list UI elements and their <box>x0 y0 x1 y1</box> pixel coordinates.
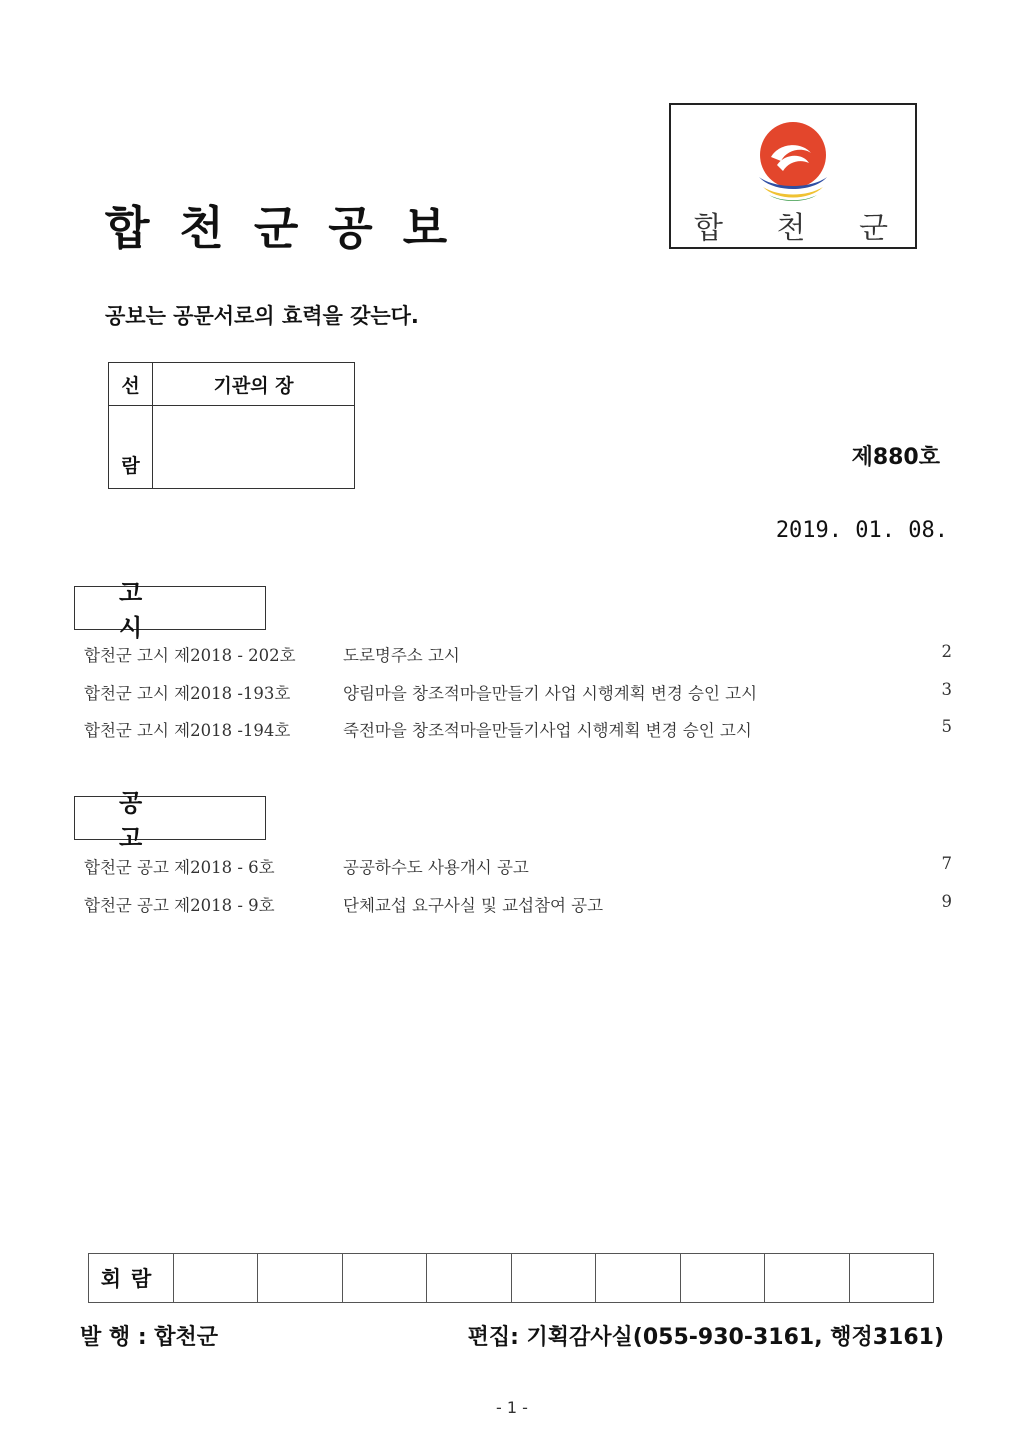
entry-ref: 합천군 고시 제2018 - 202호 <box>84 646 296 665</box>
list-item[interactable] <box>84 854 952 892</box>
publisher: 발 행 : 합천군 <box>80 1325 219 1350</box>
entry-page: 7 <box>941 854 952 873</box>
gazette-title: 합천군공보 <box>105 201 478 255</box>
entry-subject: 양림마을 창조적마을만들기 사업 시행계획 변경 승인 고시 <box>343 683 758 703</box>
entry-ref: 합천군 공고 제2018 - 9호 <box>84 895 275 915</box>
county-logo <box>669 103 917 249</box>
circulation-cell <box>342 1254 426 1303</box>
entry-subject: 도로명주소 고시 <box>343 646 460 665</box>
review-header: 기관의 장 <box>153 363 355 406</box>
list-item[interactable] <box>84 717 952 755</box>
list-item[interactable] <box>84 892 952 930</box>
circulation-cell <box>511 1254 595 1303</box>
circulation-cell <box>174 1254 258 1303</box>
entry-page: 5 <box>941 717 952 736</box>
review-label-bottom: 람 <box>109 406 153 489</box>
entry-ref: 합천군 고시 제2018 -193호 <box>84 683 291 703</box>
logo-county-name: 합 천 군 <box>693 211 910 246</box>
editor-contact: 편집: 기획감사실(055-930-3161, 행정3161) <box>467 1325 944 1350</box>
entry-page: 3 <box>941 679 952 699</box>
issue-number: 제880호 <box>851 445 940 470</box>
circulation-cell <box>765 1254 849 1303</box>
entry-subject: 단체교섭 요구사실 및 교섭참여 공고 <box>343 895 604 915</box>
review-label-top: 선 <box>109 363 153 406</box>
circulation-cell <box>596 1254 680 1303</box>
list-item[interactable] <box>84 680 952 718</box>
review-table <box>108 362 355 489</box>
gazette-subtitle: 공보는 공문서로의 효력을 갖는다. <box>105 304 419 328</box>
list-item[interactable] <box>84 642 952 680</box>
entry-page: 9 <box>941 891 952 911</box>
entry-subject: 죽전마을 창조적마을만들기사업 시행계획 변경 승인 고시 <box>343 721 752 740</box>
circulation-cell <box>680 1254 764 1303</box>
announcement-list <box>84 854 952 929</box>
circulation-cell <box>849 1254 934 1303</box>
issue-date: 2019. 01. 08. <box>775 518 948 543</box>
entry-subject: 공공하수도 사용개시 공고 <box>343 858 529 877</box>
entry-ref: 합천군 고시 제2018 -194호 <box>84 721 291 740</box>
entry-page: 2 <box>941 642 952 661</box>
notice-list <box>84 642 952 755</box>
section-title-announcement: 공 고 <box>74 796 266 840</box>
county-emblem-icon <box>753 117 833 203</box>
circulation-cell <box>427 1254 511 1303</box>
circulation-cell <box>258 1254 342 1303</box>
circulation-label: 회람 <box>89 1254 174 1303</box>
entry-ref: 합천군 공고 제2018 - 6호 <box>84 858 275 877</box>
section-title-notice: 고 시 <box>74 586 266 630</box>
review-signature-cell <box>153 406 355 489</box>
page-number: - 1 - <box>496 1398 528 1417</box>
circulation-table <box>88 1253 934 1303</box>
